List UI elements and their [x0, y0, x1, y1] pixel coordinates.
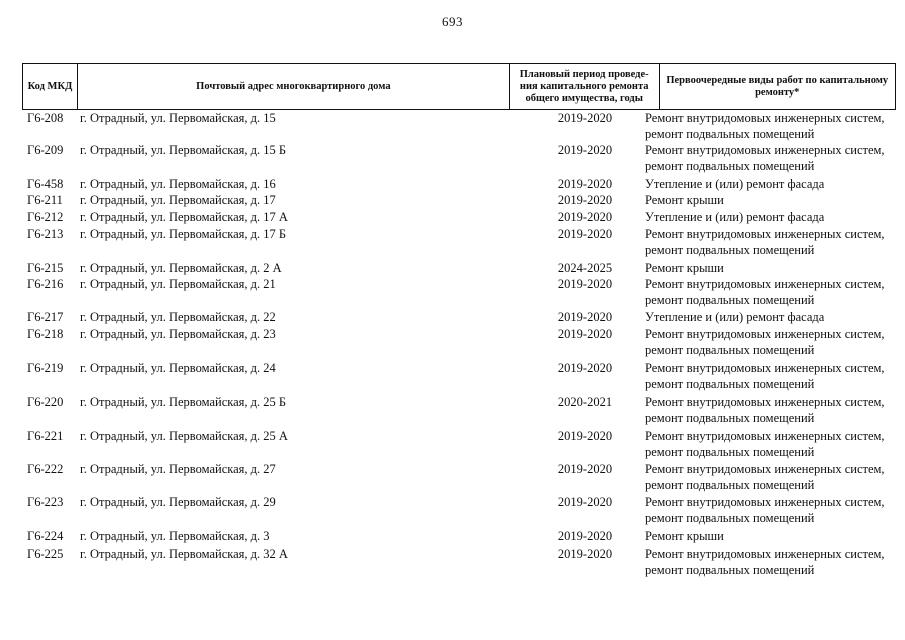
cell-code: Г6-216: [27, 277, 64, 291]
cell-period: 2019-2020: [557, 547, 613, 561]
cell-works: [645, 528, 896, 544]
cell-code: Г6-209: [27, 143, 64, 157]
works-line: Ремонт внутридомовых инженерных систем,: [645, 547, 885, 561]
cell-works: [645, 209, 896, 225]
cell-code: Г6-221: [27, 429, 64, 443]
cell-address: г. Отрадный, ул. Первомайская, д. 17 Б: [80, 227, 287, 241]
works-line: ремонт подвальных помещений: [645, 293, 815, 307]
cell-address: г. Отрадный, ул. Первомайская, д. 17 А: [80, 210, 288, 224]
works-line: Ремонт внутридомовых инженерных систем,: [645, 277, 885, 291]
works-line: ремонт подвальных помещений: [645, 478, 815, 492]
cell-works: [645, 428, 896, 460]
cell-period: 2024-2025: [557, 261, 613, 275]
cell-period: 2019-2020: [557, 227, 613, 241]
cell-works: [645, 226, 896, 258]
cell-period: 2019-2020: [557, 495, 613, 509]
cell-code: Г6-215: [27, 261, 64, 275]
cell-code: Г6-212: [27, 210, 64, 224]
cell-works: [645, 276, 896, 308]
cell-code: Г6-220: [27, 395, 64, 409]
header-address: Почтовый адрес многоквартирного дома: [78, 64, 510, 109]
page-number: 693: [442, 14, 463, 29]
cell-works: [645, 260, 896, 276]
works-line: ремонт подвальных помещений: [645, 243, 815, 257]
works-line: Ремонт внутридомовых инженерных систем,: [645, 361, 885, 375]
cell-code: Г6-224: [27, 529, 64, 543]
cell-code: Г6-222: [27, 462, 64, 476]
cell-period: 2019-2020: [557, 462, 613, 476]
works-line: Ремонт внутридомовых инженерных систем,: [645, 429, 885, 443]
cell-works: [645, 546, 896, 578]
cell-period: 2019-2020: [557, 210, 613, 224]
cell-code: Г6-219: [27, 361, 64, 375]
cell-code: Г6-223: [27, 495, 64, 509]
works-line: ремонт подвальных помещений: [645, 343, 815, 357]
works-line: Ремонт крыши: [645, 261, 724, 275]
cell-address: г. Отрадный, ул. Первомайская, д. 25 Б: [80, 395, 287, 409]
cell-address: г. Отрадный, ул. Первомайская, д. 21: [80, 277, 276, 291]
works-line: ремонт подвальных помещений: [645, 511, 815, 525]
cell-address: г. Отрадный, ул. Первомайская, д. 32 А: [80, 547, 288, 561]
cell-works: [645, 394, 896, 426]
cell-works: [645, 192, 896, 208]
works-line: ремонт подвальных помещений: [645, 377, 815, 391]
cell-address: г. Отрадный, ул. Первомайская, д. 24: [80, 361, 276, 375]
works-line: Ремонт внутридомовых инженерных систем,: [645, 462, 885, 476]
header-period: Плановый период проведе-ния капитального ремонта общего имущества, годы: [510, 64, 660, 109]
cell-works: [645, 176, 896, 192]
cell-period: 2020-2021: [557, 395, 613, 409]
works-line: Ремонт крыши: [645, 529, 724, 543]
cell-period: 2019-2020: [557, 277, 613, 291]
works-line: Ремонт внутридомовых инженерных систем,: [645, 327, 885, 341]
cell-address: г. Отрадный, ул. Первомайская, д. 27: [80, 462, 276, 476]
works-line: ремонт подвальных помещений: [645, 563, 815, 577]
works-line: Ремонт внутридомовых инженерных систем,: [645, 227, 885, 241]
cell-address: г. Отрадный, ул. Первомайская, д. 29: [80, 495, 276, 509]
cell-works: [645, 309, 896, 325]
works-line: Ремонт внутридомовых инженерных систем,: [645, 143, 885, 157]
cell-period: 2019-2020: [557, 429, 613, 443]
cell-address: г. Отрадный, ул. Первомайская, д. 15: [80, 111, 276, 125]
cell-works: [645, 142, 896, 174]
cell-code: Г6-217: [27, 310, 64, 324]
works-line: ремонт подвальных помещений: [645, 445, 815, 459]
cell-period: 2019-2020: [557, 310, 613, 324]
works-line: Утепление и (или) ремонт фасада: [645, 177, 825, 191]
cell-address: г. Отрадный, ул. Первомайская, д. 17: [80, 193, 276, 207]
cell-period: 2019-2020: [557, 111, 613, 125]
cell-address: г. Отрадный, ул. Первомайская, д. 25 А: [80, 429, 288, 443]
cell-code: Г6-213: [27, 227, 64, 241]
works-line: ремонт подвальных помещений: [645, 159, 815, 173]
works-line: Ремонт внутридомовых инженерных систем,: [645, 495, 885, 509]
works-line: ремонт подвальных помещений: [645, 127, 815, 141]
cell-works: [645, 461, 896, 493]
header-code: Код МКД: [23, 64, 78, 109]
cell-works: [645, 110, 896, 142]
works-line: Утепление и (или) ремонт фасада: [645, 310, 825, 324]
cell-address: г. Отрадный, ул. Первомайская, д. 23: [80, 327, 276, 341]
works-line: Утепление и (или) ремонт фасада: [645, 210, 825, 224]
cell-address: г. Отрадный, ул. Первомайская, д. 2 А: [80, 261, 282, 275]
works-line: Ремонт внутридомовых инженерных систем,: [645, 395, 885, 409]
works-line: Ремонт крыши: [645, 193, 724, 207]
cell-code: Г6-458: [27, 177, 64, 191]
cell-address: г. Отрадный, ул. Первомайская, д. 16: [80, 177, 276, 191]
cell-works: [645, 494, 896, 526]
cell-address: г. Отрадный, ул. Первомайская, д. 22: [80, 310, 276, 324]
header-works: Первоочередные виды работ по капитальному ремонту*: [666, 74, 889, 98]
cell-works: [645, 326, 896, 358]
cell-period: 2019-2020: [557, 193, 613, 207]
cell-works: [645, 360, 896, 392]
cell-code: Г6-211: [27, 193, 63, 207]
works-line: ремонт подвальных помещений: [645, 411, 815, 425]
cell-period: 2019-2020: [557, 327, 613, 341]
cell-period: 2019-2020: [557, 361, 613, 375]
cell-code: Г6-218: [27, 327, 64, 341]
cell-address: г. Отрадный, ул. Первомайская, д. 15 Б: [80, 143, 287, 157]
works-line: Ремонт внутридомовых инженерных систем,: [645, 111, 885, 125]
cell-code: Г6-208: [27, 111, 64, 125]
table-header: [22, 63, 896, 110]
cell-period: 2019-2020: [557, 177, 613, 191]
cell-address: г. Отрадный, ул. Первомайская, д. 3: [80, 529, 270, 543]
cell-period: 2019-2020: [557, 143, 613, 157]
cell-period: 2019-2020: [557, 529, 613, 543]
cell-code: Г6-225: [27, 547, 64, 561]
